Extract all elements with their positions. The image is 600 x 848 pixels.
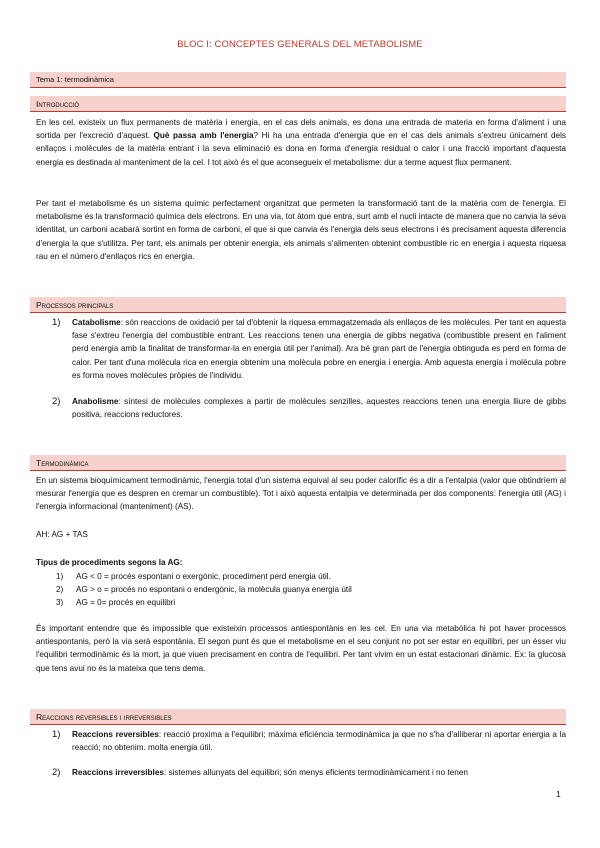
processos-list	[52, 316, 566, 421]
termo-paragraph-1: En un sistema bioquímicament termodinàmic, l'energia total d'un sistema equival al seu poder calorífic és a dir a l'entalpia (valor que obtindríem al mesurar l'energia que es despren en cremar un combustible). Tot i això aquesta entalpia ve determinada per dos components: l'energia útil (AG) i l'energia informacional (manteniment) (AS).	[36, 476, 566, 512]
reaccions-list	[52, 728, 566, 780]
list-item: 2) Reaccions irreversibles: sistemes allunyats del equilibri; són menys eficients termodinàmicament i no tenen	[52, 767, 468, 779]
list-item: 1) Catabolisme: són reaccions de oxidació per tal d'obtenir la riquesa emmagatzemada als enllaços de les molècules. Per tant en aquesta fase s'extreu l'energia del combustible entrant. Les reaccions tenen una energia de gibbs negativa (combustible present en l'aliment perd energia amb la finalitat de transformar-la en energia útil per l'animal). Ara bé gran part de l'energia obtinguda es perd en forma de calor. Per tant d'una molècula rica en energia obtenim una molècula pobre en energia i energia. Amb aquesta energia i molècula pobre es forma noves molècules pròpies de l'individu.	[52, 317, 566, 380]
section-termodinamica: Termodinàmica	[30, 455, 566, 471]
list-item: 2) Anabolisme: síntesi de molècules complexes a partir de molècules senzilles, aquestes reaccions tenen una energia lliure de gibbs positiva, reaccions reductores.	[52, 396, 566, 420]
section-reaccions: Reaccions reversibles i irreversibles	[30, 709, 566, 725]
termo-paragraph-2: És important entendre que és impossible que existeixin processos antiespontànis en les cel. En una via metabòlica hi pot haver processos antiespontanis, però la via serà espontània. El segon punt és que el metabolisme en el seu conjunt no pot ser estar en equilibri, per un ésser viu l'equilibri termodinàmic és la mort, ja que viuen precisament en contra de l'equilibri. Per tant vivim en un estat estacionari dinàmic. Ex: la glucosa que tens avui no és la mateixa que tens dema.	[36, 624, 566, 673]
section-introduccio: Introducció	[30, 96, 566, 112]
list-item: 2) AG > o = procés no espontani o endergònic, la molècula guanya energia útil	[56, 585, 352, 595]
tipus-title: Tipus de procediments segons la AG:	[36, 558, 183, 567]
list-item: 3) AG = 0= procés en equilibri	[56, 598, 176, 608]
page-number: 1	[556, 789, 561, 799]
tema-header: Tema 1: termodinàmica	[30, 72, 566, 88]
list-item: 1) Reaccions reversibles: reacció proxima a l'equilibri; màxima eficiència termodinàmica ja que no s'ha d'alliberar ni aportar energia a la reacció; no obtenim. molta energia útil.	[52, 729, 566, 753]
document-title: BLOC I: CONCEPTES GENERALS DEL METABOLISME	[177, 39, 423, 50]
tipus-list	[56, 570, 570, 610]
termo-formula: AH: AG + TAS	[36, 530, 88, 539]
section-processos: Processos principals	[30, 297, 566, 313]
list-item: 1) AG < 0 = procés espontani o exergònic, procediment perd energia útil.	[56, 572, 331, 581]
intro-paragraph-2: Per tant el metabolisme és un sistema químic perfectament organitzat que permeten la transformació tant de la matèria com de l'energia. El metabolisme és la transformació química dels electrons. En una via, tot àtom que entra, surt amb el nucli intacte de manera que no canvia la seva identitat, un carboni acabarà sortint en forma de carboni, el que si que canvia és l'energia dels seus electrons i és precisament aquesta diferencia d'energia la que s'utilitza. Per tant, els animals per obtenir energia, els animals s'alimenten obtenint combustible ric en energia i aquesta riquesa rau en el número d'enllaços rics en energia.	[36, 199, 566, 261]
intro-paragraph-1: En les cel. existeix un flux permanents de matèria i energia, en el cas dels animals, es dona una entrada de materia en forma d'aliment i una sortida per l'excreció d'aquest. Què passa amb l'energia? Hi ha una entrada d'energia que en el cas dels animals s'extreu únicament dels enllaços i molècules de la matèria entrant i la seva eliminació es dona en forma d'energia residual o calor i una fracció important d'aquesta energia es destinada al manteniment de la cel. I tot això és el que aconsegueix el metabolisme: dur a terme aquest flux permanent.	[36, 118, 567, 167]
